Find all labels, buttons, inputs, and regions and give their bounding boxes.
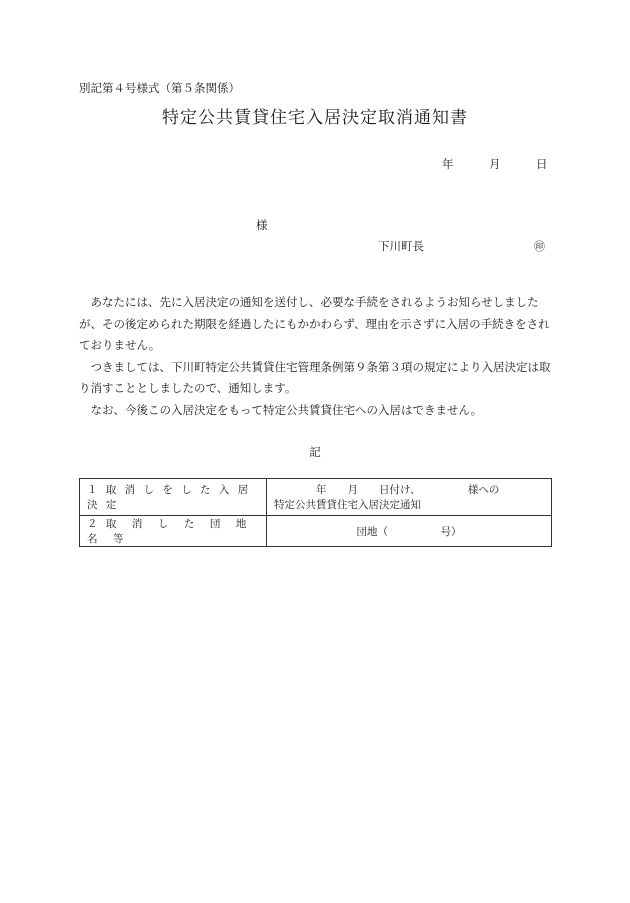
form-number: 別記第４号様式（第５条関係） xyxy=(79,81,240,95)
body-paragraph: あなたには、先に入居決定の通知を送付し、必要な手続をされるようお知らせしましたが、その後定められた期限を経過したにもかかわらず、理由を示さずに入居の手続きをされておりません。 xyxy=(79,295,550,352)
row-label: ２ 取 消 し た 団 地 名 等 xyxy=(80,516,267,547)
row-value-line: 特定公共賃貸住宅入居決定通知 xyxy=(274,499,421,511)
ki-heading: 記 xyxy=(309,445,321,459)
table-row xyxy=(80,479,552,516)
row-value xyxy=(267,479,552,516)
row-value-line: 年 月 日付け、 様への xyxy=(316,484,500,496)
addressee-honorific: 様 xyxy=(256,218,268,232)
notice-body xyxy=(79,292,553,421)
row-label: １ 取 消 し を し た 入 居 決 定 xyxy=(80,479,267,516)
body-paragraph: なお、今後この入居決定をもって特定公共賃貸住宅への入居はできません。 xyxy=(90,402,483,417)
seal-mark: ㊞ xyxy=(534,240,545,253)
row-value: 団地（ 号） xyxy=(267,516,552,547)
date-month-label: 月 xyxy=(489,157,501,171)
details-table xyxy=(79,478,552,547)
date-day-label: 日 xyxy=(536,157,548,171)
document-title: 特定公共賃貸住宅入居決定取消通知書 xyxy=(162,108,468,128)
sender-name: 下川町長 xyxy=(378,239,424,253)
table-row xyxy=(80,516,552,547)
body-paragraph: つきましては、下川町特定公共賃貸住宅管理条例第９条第３項の規定により入居決定は取り消すこととしましたので、通知します。 xyxy=(79,359,551,395)
date-year-label: 年 xyxy=(442,157,454,171)
